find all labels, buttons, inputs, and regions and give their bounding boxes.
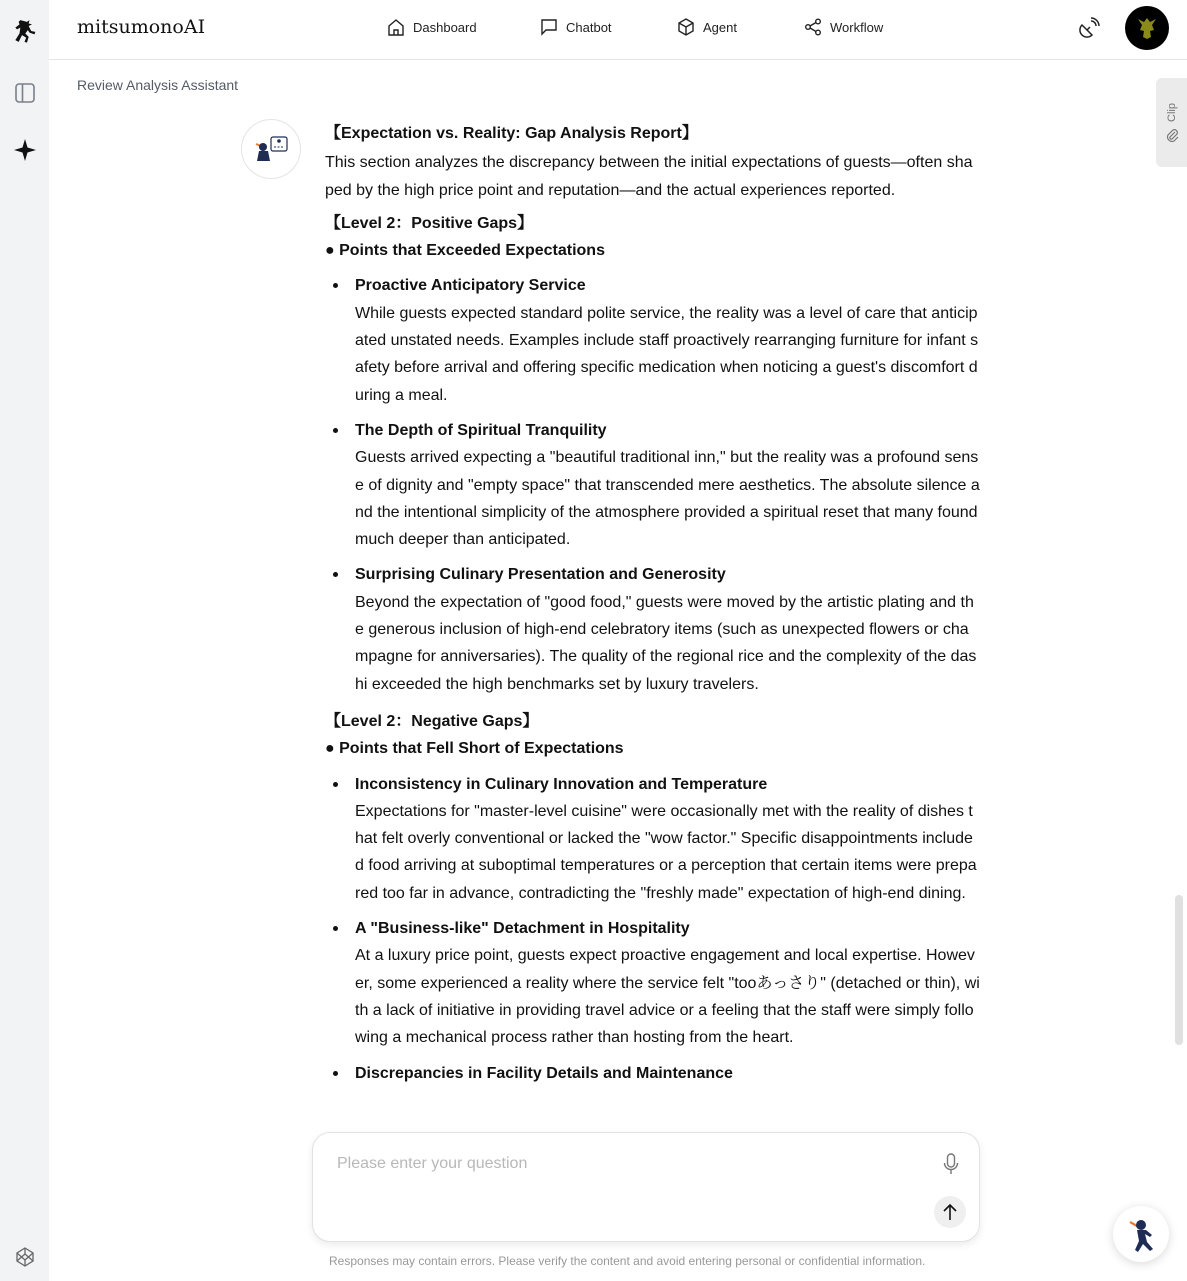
sidebar-toggle-icon[interactable] bbox=[12, 80, 37, 105]
ninja-assistant-button[interactable] bbox=[1113, 1206, 1169, 1262]
assistant-message bbox=[325, 120, 981, 1097]
item-body: While guests expected standard polite service, the reality was a level of care that anticipated unstated needs. Examples include staff proactively rearranging furniture for infant safety before arrival and offering specific medication when noticing a guest's discomfort during a meal. bbox=[355, 304, 979, 404]
nav-label: Chatbot bbox=[566, 19, 612, 35]
item-body: Expectations for "master-level cuisine" were occasionally met with the reality of dishes that felt overly conventional or lacked the "wow factor." Specific disappointments included food arriving at suboptimal temperatures or a perception that certain items were prepared too far in advance, contradicting the "freshly made" expectation of high-end dining. bbox=[355, 802, 977, 902]
negative-gaps-list bbox=[325, 771, 981, 1087]
section-heading: 【Level 2：Negative Gaps】 bbox=[325, 712, 539, 730]
list-item bbox=[325, 417, 981, 553]
satellite-icon[interactable] bbox=[1078, 17, 1100, 44]
clip-tab[interactable] bbox=[1156, 78, 1187, 167]
clip-label: Clip bbox=[1165, 103, 1178, 122]
chat-composer bbox=[312, 1132, 980, 1242]
arrow-up-icon bbox=[942, 1203, 958, 1221]
item-title: Proactive Anticipatory Service bbox=[355, 277, 586, 295]
user-avatar[interactable] bbox=[1125, 6, 1169, 50]
top-header bbox=[49, 0, 1187, 60]
nav-dashboard[interactable] bbox=[387, 18, 477, 36]
share-icon bbox=[804, 18, 822, 36]
nav-workflow[interactable] bbox=[804, 18, 883, 36]
codepen-icon[interactable] bbox=[12, 1244, 37, 1269]
paperclip-icon bbox=[1165, 128, 1179, 142]
nav-label: Agent bbox=[703, 19, 737, 35]
report-intro: This section analyzes the discrepancy between the initial expectations of guests—often shaped by the high price point and reputation—and the actual experiences reported. bbox=[325, 154, 973, 199]
item-title: The Depth of Spiritual Tranquility bbox=[355, 421, 607, 439]
chat-icon bbox=[540, 18, 558, 36]
list-item bbox=[325, 561, 981, 697]
item-title: Surprising Culinary Presentation and Generosity bbox=[355, 566, 726, 584]
report-title: 【Expectation vs. Reality: Gap Analysis Report】 bbox=[325, 125, 698, 142]
positive-gaps-list bbox=[325, 272, 981, 697]
send-button[interactable] bbox=[934, 1196, 966, 1228]
sidebar bbox=[0, 0, 49, 1281]
nav-label: Dashboard bbox=[413, 19, 477, 35]
item-body: Guests arrived expecting a "beautiful traditional inn," but the reality was a profound sense of dignity and "empty space" that transcended mere aesthetics. The absolute silence and the intentional simplicity of the atmosphere provided a spiritual reset that many found much deeper than anticipated. bbox=[355, 449, 980, 549]
brand-name: mitsumonoAI bbox=[77, 16, 206, 38]
ninja-logo-icon[interactable] bbox=[12, 18, 37, 43]
item-title: A "Business-like" Detachment in Hospitality bbox=[355, 920, 690, 938]
scrollbar[interactable] bbox=[1175, 895, 1183, 1045]
section-subheading: ● Points that Fell Short of Expectations bbox=[325, 740, 624, 758]
microphone-icon[interactable] bbox=[943, 1153, 959, 1180]
list-item bbox=[325, 1060, 981, 1087]
list-item bbox=[325, 915, 981, 1051]
assistant-avatar bbox=[241, 119, 301, 179]
nav-chatbot[interactable] bbox=[540, 18, 612, 36]
breadcrumb: Review Analysis Assistant bbox=[77, 77, 239, 93]
item-body: At a luxury price point, guests expect proactive engagement and local expertise. However, some experienced a reality where the service felt "tooあっさり" (detached or thin), with a lack of initiative in providing travel advice or a feeling that the staff were simply following a mechanical process rather than hosting from the heart. bbox=[355, 947, 980, 1047]
cube-icon bbox=[677, 18, 695, 36]
item-body: Beyond the expectation of "good food," guests were moved by the artistic plating and the generous inclusion of high-end celebratory items (such as unexpected flowers or champagne for anniversaries). The quality of the regional rice and the complexity of the dashi exceeded the high benchmarks set by luxury travelers. bbox=[355, 593, 977, 693]
question-input[interactable] bbox=[337, 1155, 917, 1173]
disclaimer: Responses may contain errors. Please verify the content and avoid entering personal or confidential information. bbox=[329, 1254, 926, 1268]
list-item bbox=[325, 272, 981, 408]
home-icon bbox=[387, 18, 405, 36]
item-title: Discrepancies in Facility Details and Maintenance bbox=[355, 1064, 733, 1082]
sparkle-icon[interactable] bbox=[12, 137, 37, 162]
section-heading: 【Level 2：Positive Gaps】 bbox=[325, 214, 534, 232]
nav-label: Workflow bbox=[830, 19, 884, 35]
section-subheading: ● Points that Exceeded Expectations bbox=[325, 242, 605, 260]
list-item bbox=[325, 771, 981, 907]
nav-agent[interactable] bbox=[677, 18, 737, 36]
item-title: Inconsistency in Culinary Innovation and Temperature bbox=[355, 775, 768, 793]
